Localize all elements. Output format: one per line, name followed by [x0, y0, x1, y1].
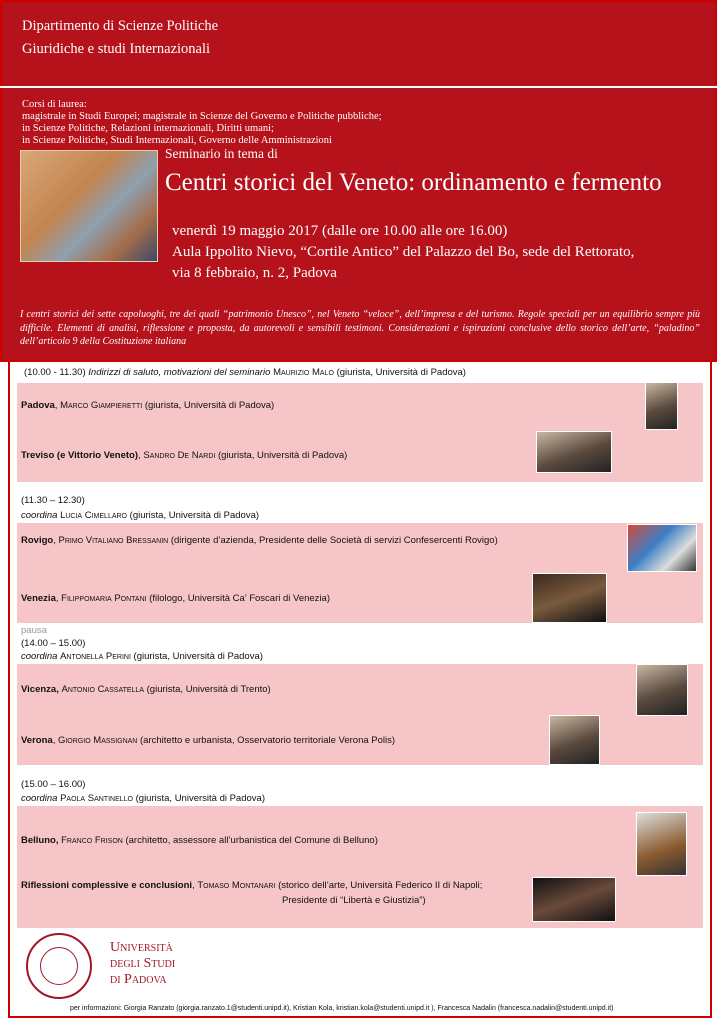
opening-line: (10.00 - 11.30) Indirizzi di saluto, motivazioni del seminario Maurizio Malo (giurista, Università di Padova) — [24, 367, 466, 378]
speaker-photo — [627, 524, 697, 572]
speaker-photo — [532, 573, 607, 623]
dept-name-2: Giuridiche e studi Internazionali — [22, 41, 211, 57]
talk-item: Padova, Marco Giampieretti (giurista, Università di Padova) — [21, 400, 275, 411]
corsi-line: in Scienze Politiche, Relazioni internazionali, Diritti umani; — [22, 123, 274, 134]
talk-item: Treviso (e Vittorio Veneto), Sandro De Nardi (giurista, Università di Padova) — [21, 450, 348, 461]
talk-item: Verona, Giorgio Massignan (architetto e urbanista, Osservatorio territoriale Verona Polis) — [21, 735, 396, 746]
talk-item: Venezia, Filippomaria Pontani (filologo, Università Ca’ Foscari di Venezia) — [21, 593, 330, 604]
event-date: venerdì 19 maggio 2017 (dalle ore 10.00 alle ore 16.00) — [172, 223, 508, 239]
corsi-line: magistrale in Studi Europei; magistrale in Scienze del Governo e Politiche pubbliche; — [22, 111, 382, 122]
speaker-photo — [549, 715, 600, 765]
university-name: Università degli Studi di Padova — [110, 940, 176, 987]
university-seal-logo — [26, 933, 92, 999]
session-coordinator: coordina Antonella Perini (giurista, Università di Padova) — [21, 651, 263, 662]
speaker-photo — [636, 664, 688, 716]
speaker-photo — [536, 431, 612, 473]
session-time: (11.30 – 12.30) — [21, 495, 85, 506]
session-block — [17, 664, 703, 765]
speaker-photo — [636, 812, 687, 876]
seminar-label: Seminario in tema di — [165, 146, 278, 161]
speaker-photo — [645, 382, 678, 430]
corsi-label: Corsi di laurea: — [22, 99, 87, 110]
talk-role-continued: Presidente di “Libertà e Giustizia”) — [282, 895, 426, 906]
session-coordinator: coordina Lucia Cimellaro (giurista, Università di Padova) — [21, 510, 260, 521]
session-coordinator: coordina Paola Santinello (giurista, Università di Padova) — [21, 793, 265, 804]
intro-text: I centri storici dei sette capoluoghi, tre dei quali “patrimonio Unesco”, nel Veneto “veloce”, dell’impresa e del turismo. Regole speciali per un equilibrio sempre più difficile. Elementi di analisi, riflessione e proposta, da autorevoli e sensibili testimoni. Considerazioni e ispirazioni conclusive dello storico dell’arte, “paladino” dell’articolo 9 della Costituzione italiana — [20, 309, 700, 347]
talk-item: Rovigo, Primo Vitaliano Bressanin (dirigente d’azienda, Presidente delle Società di servizi Confesercenti Rovigo) — [21, 535, 498, 546]
dept-name: Dipartimento di Scienze Politiche — [22, 18, 219, 34]
event-address: via 8 febbraio, n. 2, Padova — [172, 265, 337, 281]
talk-item: Belluno, Franco Frison (architetto, assessore all’urbanistica del Comune di Belluno) — [21, 835, 378, 846]
corsi-line: in Scienze Politiche, Studi Internazionali, Governo delle Amministrazioni — [22, 135, 332, 146]
talk-item: Vicenza, Antonio Cassatella (giurista, Università di Trento) — [21, 684, 271, 695]
divider — [0, 86, 717, 88]
city-map-image — [20, 150, 158, 262]
talk-item: Riflessioni complessive e conclusioni, Tomaso Montanari (storico dell’arte, Università Federico II di Napoli; — [21, 880, 483, 891]
pause-label: pausa — [21, 625, 47, 636]
session-time: (15.00 – 16.00) — [21, 779, 86, 790]
event-venue: Aula Ippolito Nievo, “Cortile Antico” del Palazzo del Bo, sede del Rettorato, — [172, 244, 635, 260]
session-time: (14.00 – 15.00) — [21, 638, 86, 649]
speaker-photo — [532, 877, 616, 922]
contact-info: per informazioni: Giorgia Ranzato (giorgia.ranzato.1@studenti.unipd.it), Kristian Kola, kristian.kola@studenti.unipd.it ), Francesca Nadalin (francesca.nadalin@studenti.unipd.it) — [70, 1005, 614, 1012]
page-title: Centri storici del Veneto: ordinamento e fermento — [165, 169, 662, 196]
